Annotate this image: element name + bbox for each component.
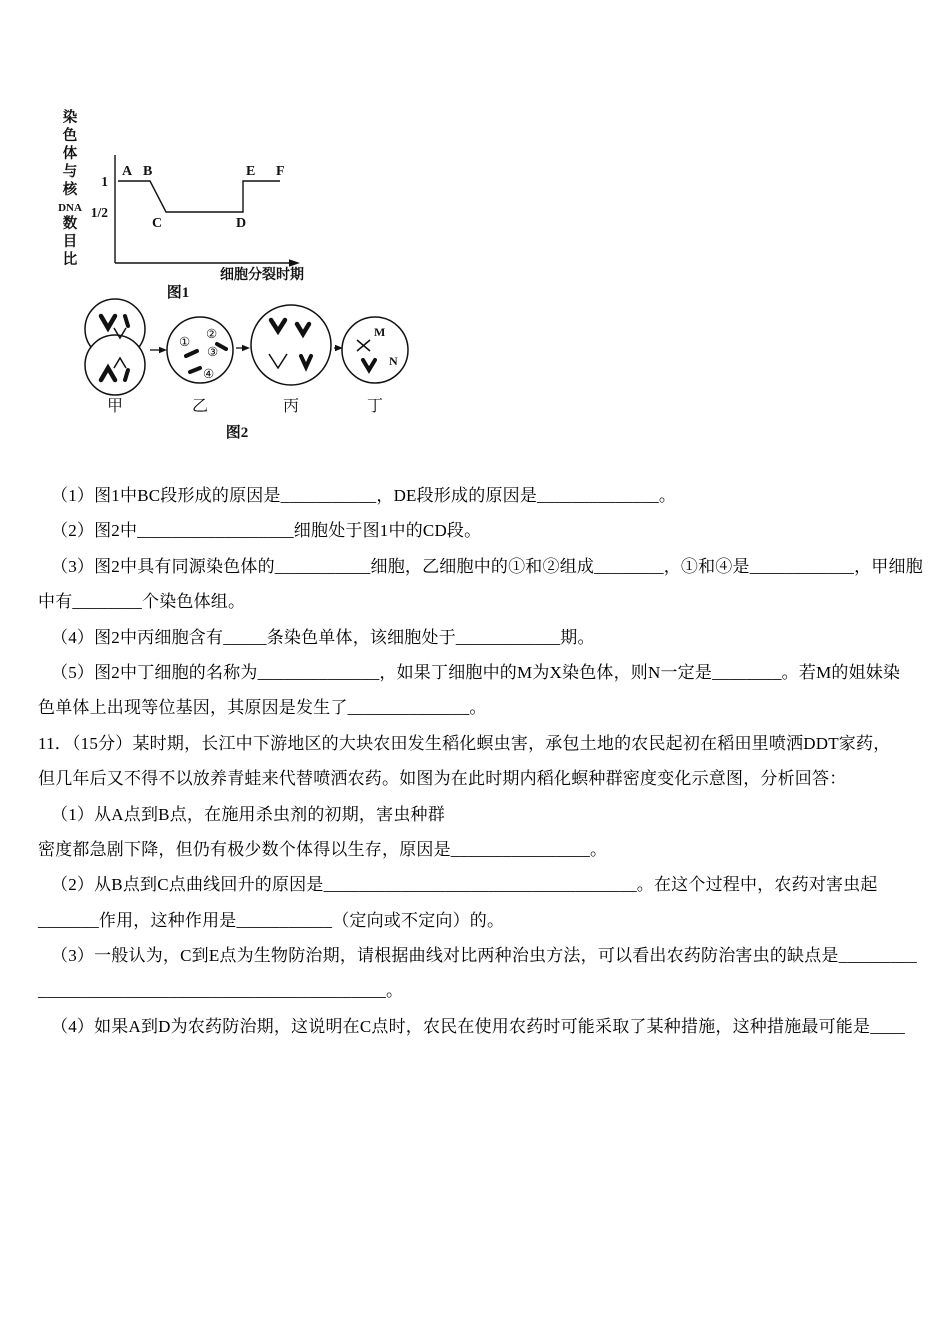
x-axis-arrowhead	[289, 259, 300, 267]
point-label-d: D	[236, 216, 247, 231]
y-axis-label-char: 数	[62, 216, 78, 232]
point-label-a: A	[122, 164, 133, 179]
cell-label-jia: 甲	[106, 398, 124, 415]
figure2-caption: 图2	[225, 425, 249, 441]
marker-3: ③	[207, 345, 219, 359]
cell-jia	[85, 299, 145, 395]
question-line: （4）如果A到D为农药防治期，这说明在C点时，农民在使用农药时可能采取了某种措施，这种措施最可能是____	[51, 1016, 905, 1036]
y-tick-1: 1	[101, 174, 108, 189]
cell-membrane	[167, 317, 233, 383]
y-axis-label-char: DNA	[58, 202, 82, 214]
y-axis-label-char: 色	[62, 128, 78, 144]
question-line: （5）图2中丁细胞的名称为______________，如果丁细胞中的M为X染色体，则N一定是________。若M的姐妹染	[51, 662, 901, 682]
question-line: 但几年后又不得不以放养青蛙来代替喷洒农药。如图为在此时期内稻化螟种群密度变化示意图，分析回答：	[38, 769, 847, 789]
question-text-block	[38, 478, 923, 1044]
cell-ding	[342, 317, 408, 383]
cell-label-yi: 乙	[191, 398, 209, 415]
marker-m: M	[374, 325, 386, 339]
figure1-caption: 图1	[166, 285, 190, 301]
arrow-icon	[159, 347, 167, 353]
cell-bing	[251, 305, 331, 385]
point-label-b: B	[143, 164, 153, 179]
question-line: 中有________个染色体组。	[38, 592, 246, 612]
marker-2: ②	[206, 327, 218, 341]
point-label-c: C	[152, 216, 163, 231]
question-line: _______作用，这种作用是___________（定向或不定向）的。	[38, 910, 505, 930]
figure2-diagram	[55, 298, 425, 448]
arrow-icon	[242, 345, 250, 351]
y-axis-label-char: 核	[62, 182, 78, 198]
y-axis-label-char: 比	[62, 252, 78, 268]
cell-yi	[167, 317, 233, 383]
point-label-f: F	[276, 164, 285, 179]
question-line: 11．（15分）某时期，长江中下游地区的大块农田发生稻化螟虫害，承包土地的农民起初在稻田里喷洒DDT家药，	[38, 733, 891, 753]
cell-membrane	[251, 305, 331, 385]
ratio-curve	[118, 181, 280, 212]
cell-label-bing: 丙	[282, 398, 300, 415]
cell-label-ding: 丁	[366, 398, 384, 415]
y-axis-label-char: 染	[62, 110, 78, 126]
y-tick-half: 1/2	[90, 205, 108, 220]
question-line: （2）从B点到C点曲线回升的原因是____________________________________。在这个过程中，农药对害虫起	[51, 875, 878, 895]
y-axis-label-char: 体	[62, 146, 78, 162]
y-axis-label-char: 目	[62, 234, 78, 250]
question-line: 密度都急剧下降，但仍有极少数个体得以生存，原因是________________。	[38, 839, 608, 859]
y-axis-label-char: 与	[62, 164, 78, 180]
x-axis-label: 细胞分裂时期	[220, 268, 304, 283]
question-line: （3）图2中具有同源染色体的___________细胞，乙细胞中的①和②组成________，①和④是____________，甲细胞	[51, 556, 923, 576]
question-line: （4）图2中丙细胞含有_____条染色单体，该细胞处于____________期。	[51, 627, 595, 647]
question-line: （3）一般认为，C到E点为生物防治期，请根据曲线对比两种治虫方法，可以看出农药防治害虫的缺点是_________	[51, 946, 917, 966]
marker-n: N	[389, 354, 398, 368]
marker-1: ①	[179, 335, 191, 349]
question-line: 色单体上出现等位基因，其原因是发生了______________。	[38, 698, 487, 718]
question-line: （2）图2中__________________细胞处于图1中的CD段。	[51, 521, 482, 541]
point-label-e: E	[246, 164, 256, 179]
question-line: ________________________________________。	[38, 981, 404, 1001]
figure1-chart	[40, 95, 360, 305]
question-line: （1）从A点到B点，在施用杀虫剂的初期，害虫种群	[51, 804, 445, 824]
question-line: （1）图1中BC段形成的原因是___________，DE段形成的原因是______________。	[51, 486, 677, 505]
marker-4: ④	[203, 367, 215, 381]
